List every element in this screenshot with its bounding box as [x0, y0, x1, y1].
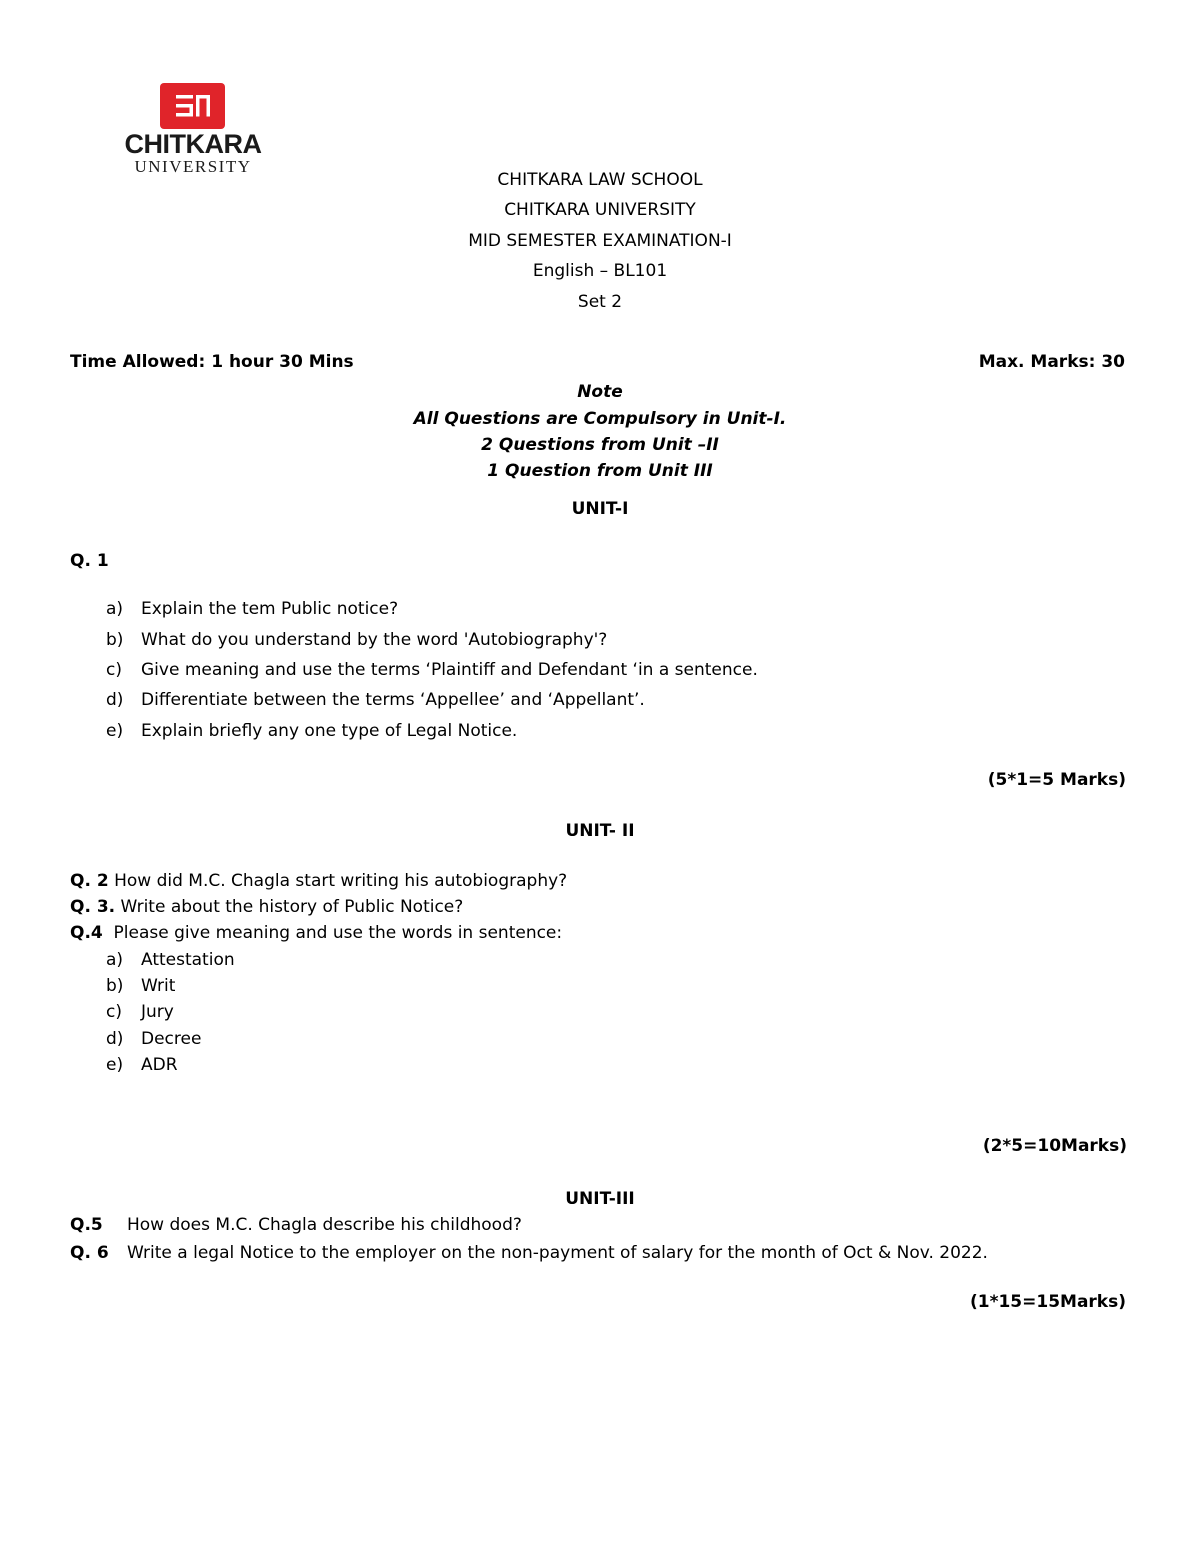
unit-3-marks: (1*15=15Marks)	[969, 1292, 1126, 1312]
list-item-letter: b)	[106, 976, 124, 996]
unit-1-marks: (5*1=5 Marks)	[987, 770, 1126, 790]
logo-glyph-icon	[160, 83, 225, 129]
question-3	[70, 897, 463, 917]
q4-text: Please give meaning and use the words in sentence:	[102, 923, 563, 943]
list-item: Explain the tem Public notice?	[141, 599, 399, 619]
question-4	[70, 923, 562, 943]
list-item-letter: e)	[106, 1055, 124, 1075]
list-item: Attestation	[141, 950, 235, 970]
list-item: Jury	[141, 1002, 174, 1022]
set-number: Set 2	[577, 292, 623, 312]
list-item: Differentiate between the terms ‘Appellee’ and ‘Appellant’.	[141, 690, 645, 710]
q2-text: How did M.C. Chagla start writing his autobiography?	[108, 871, 568, 891]
unit-2-title: UNIT- II	[565, 821, 635, 841]
unit-3-title: UNIT-III	[565, 1189, 635, 1209]
list-item-letter: b)	[106, 630, 124, 650]
list-item: Decree	[141, 1029, 202, 1049]
university-name: CHITKARA UNIVERSITY	[504, 200, 696, 220]
list-item: Explain briefly any one type of Legal Notice.	[141, 721, 518, 741]
q6-label: Q. 6	[70, 1243, 109, 1263]
unit-1-title: UNIT-I	[571, 499, 629, 519]
logo-wordmark: CHITKARA	[124, 129, 262, 159]
q5-text: How does M.C. Chagla describe his childhood?	[127, 1215, 522, 1235]
list-item-letter: c)	[106, 660, 122, 680]
note-line-2: 2 Questions from Unit –II	[481, 435, 719, 455]
question-2	[70, 871, 567, 891]
logo-subtitle: UNIVERSITY	[134, 157, 252, 176]
list-item-letter: a)	[106, 950, 124, 970]
q2-label: Q. 2	[70, 871, 109, 891]
note-line-1: All Questions are Compulsory in Unit-I.	[413, 409, 787, 429]
course-title: English – BL101	[532, 261, 668, 281]
q3-label: Q. 3.	[70, 897, 116, 917]
time-allowed: Time Allowed: 1 hour 30 Mins	[70, 352, 354, 372]
list-item: Writ	[141, 976, 176, 996]
list-item-letter: d)	[106, 690, 124, 710]
note-line-3: 1 Question from Unit III	[487, 461, 713, 481]
q1-label: Q. 1	[70, 551, 109, 571]
exam-title: MID SEMESTER EXAMINATION-I	[468, 231, 732, 251]
list-item-letter: d)	[106, 1029, 124, 1049]
q3-text: Write about the history of Public Notice?	[115, 897, 464, 917]
max-marks: Max. Marks: 30	[978, 352, 1125, 372]
list-item: Give meaning and use the terms ‘Plaintiff and Defendant ‘in a sentence.	[141, 660, 758, 680]
note-title: Note	[577, 382, 623, 402]
q4-label: Q.4	[70, 923, 103, 943]
list-item-letter: e)	[106, 721, 124, 741]
list-item: ADR	[141, 1055, 178, 1075]
list-item-letter: a)	[106, 599, 124, 619]
list-item-letter: c)	[106, 1002, 122, 1022]
list-item: What do you understand by the word 'Autobiography'?	[141, 630, 608, 650]
university-logo-mark	[160, 83, 225, 129]
school-name: CHITKARA LAW SCHOOL	[497, 170, 703, 190]
unit-2-marks: (2*5=10Marks)	[982, 1136, 1127, 1156]
q5-label: Q.5	[70, 1215, 103, 1235]
q6-text: Write a legal Notice to the employer on the non-payment of salary for the month of Oct & Nov. 2022.	[127, 1243, 988, 1263]
